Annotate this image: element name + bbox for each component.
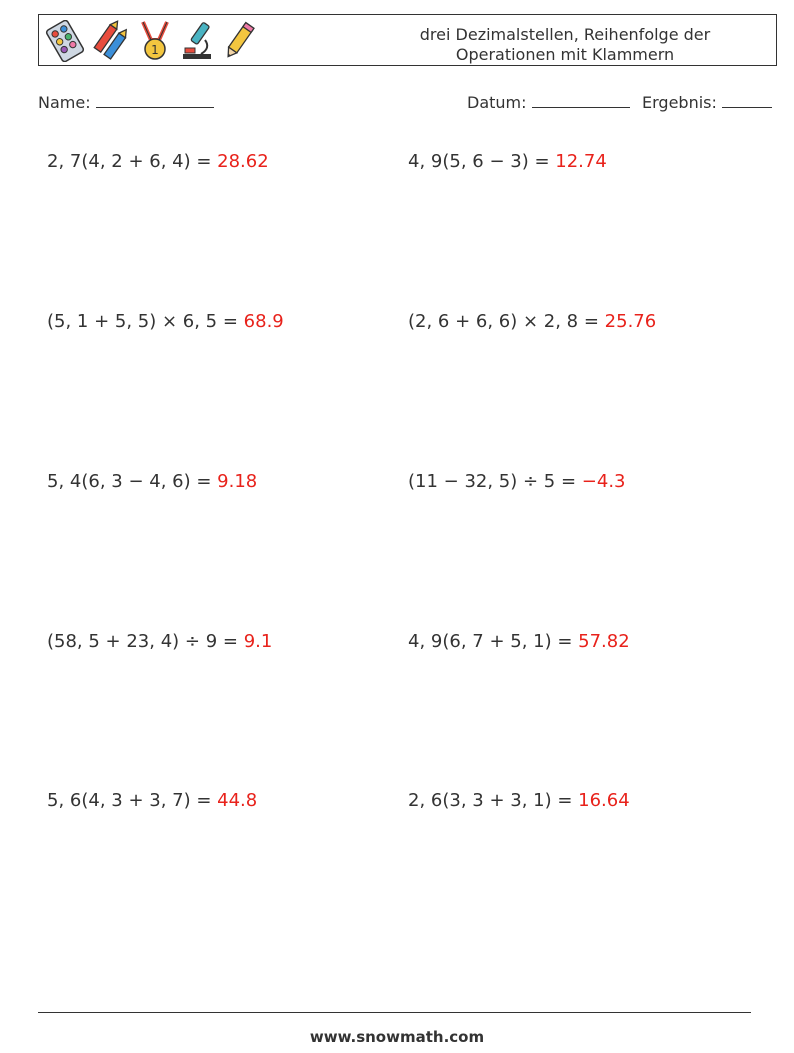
problem-answer: 44.8 xyxy=(217,790,258,811)
problem-expression: 2, 6(3, 3 + 3, 1) = xyxy=(408,790,579,811)
problem-answer: 28.62 xyxy=(217,151,269,172)
svg-text:1: 1 xyxy=(151,43,159,57)
footer-divider xyxy=(38,1012,751,1013)
problem-answer: 57.82 xyxy=(578,631,630,652)
microscope-icon xyxy=(179,20,215,62)
problem-6 xyxy=(408,471,626,492)
pencil-icon xyxy=(221,20,257,62)
name-label: Name: xyxy=(38,93,91,112)
problem-expression: 4, 9(5, 6 − 3) = xyxy=(408,151,556,172)
date-label: Datum: xyxy=(467,93,527,112)
result-blank-line[interactable] xyxy=(722,93,772,108)
problem-expression: 5, 6(4, 3 + 3, 7) = xyxy=(47,790,218,811)
crayon-icon xyxy=(91,20,131,62)
problem-10 xyxy=(408,790,630,811)
problem-expression: 2, 7(4, 2 + 6, 4) = xyxy=(47,151,218,172)
problem-expression: 5, 4(6, 3 − 4, 6) = xyxy=(47,471,218,492)
date-field[interactable] xyxy=(467,93,630,112)
problem-4 xyxy=(408,311,656,332)
result-field[interactable] xyxy=(642,93,772,112)
name-field[interactable] xyxy=(38,93,214,112)
title-line-2: Operationen mit Klammern xyxy=(455,45,675,64)
date-blank-line[interactable] xyxy=(532,93,630,108)
medal-icon xyxy=(137,20,173,62)
problem-8 xyxy=(408,631,630,652)
name-blank-line[interactable] xyxy=(96,93,214,108)
problem-3 xyxy=(47,311,284,332)
problem-5 xyxy=(47,471,257,492)
problem-expression: 4, 9(6, 7 + 5, 1) = xyxy=(408,631,579,652)
header-icons xyxy=(45,19,257,63)
problem-expression: (2, 6 + 6, 6) × 2, 8 = xyxy=(408,311,605,332)
result-label: Ergebnis: xyxy=(642,93,717,112)
problem-2 xyxy=(408,151,607,172)
footer-url[interactable]: www.snowmath.com xyxy=(309,1028,485,1046)
problem-answer: 25.76 xyxy=(604,311,657,332)
problem-expression: (58, 5 + 23, 4) ÷ 9 = xyxy=(47,631,244,652)
problem-answer: 9.1 xyxy=(243,631,273,652)
problem-expression: (11 − 32, 5) ÷ 5 = xyxy=(408,471,582,492)
problem-answer: 12.74 xyxy=(555,151,607,172)
problem-answer: 68.9 xyxy=(243,311,284,332)
problem-1 xyxy=(47,151,269,172)
problem-answer: −4.3 xyxy=(581,471,626,492)
problem-7 xyxy=(47,631,272,652)
worksheet-title xyxy=(400,25,730,65)
problem-9 xyxy=(47,790,257,811)
problem-answer: 16.64 xyxy=(578,790,630,811)
paint-palette-icon xyxy=(45,20,85,62)
problem-expression: (5, 1 + 5, 5) × 6, 5 = xyxy=(47,311,244,332)
problem-answer: 9.18 xyxy=(217,471,258,492)
title-line-1: drei Dezimalstellen, Reihenfolge der xyxy=(419,25,711,44)
worksheet-header xyxy=(38,14,777,66)
